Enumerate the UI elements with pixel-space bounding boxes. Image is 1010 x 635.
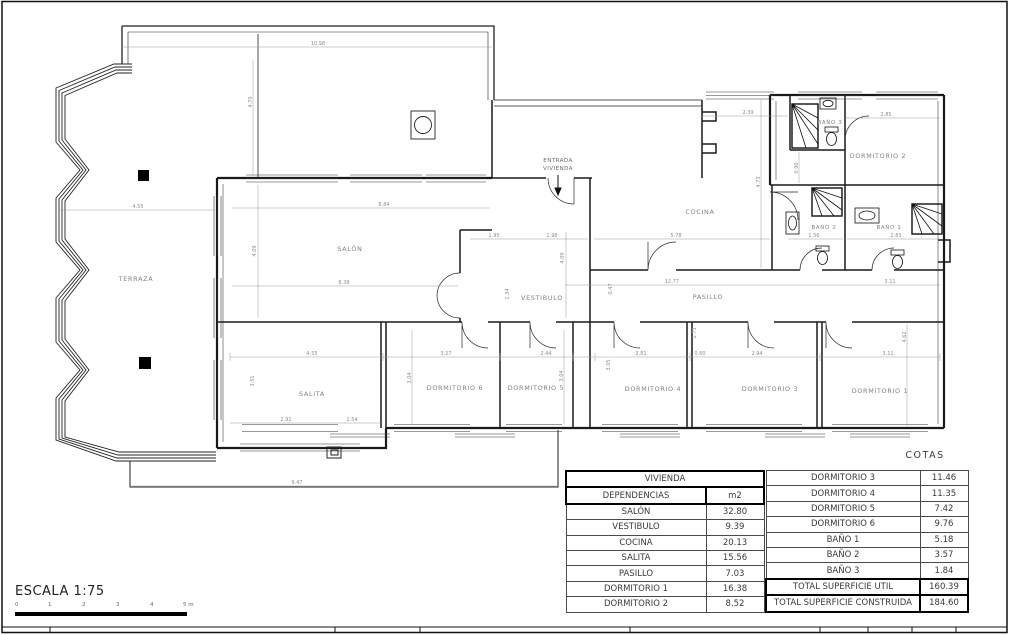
dim-label: 5.78	[670, 233, 682, 239]
area-table-left	[565, 470, 765, 613]
area-value-cell: 9.39	[706, 520, 764, 535]
room-label-dormitorio6: DORMITORIO 6	[426, 384, 484, 392]
dim-label: 2.91	[280, 417, 292, 423]
room-name-cell: DORMITORIO 5	[766, 501, 920, 516]
table-row	[566, 535, 764, 550]
dim-label: 9.47	[291, 480, 303, 486]
dim-label: 8.38	[338, 280, 350, 286]
entrance-label-line1: ENTRADA	[543, 158, 573, 164]
room-name-cell: BAÑO 2	[766, 547, 920, 562]
outer-walls	[217, 95, 944, 448]
room-label-bano2: BAÑO 2	[811, 225, 837, 231]
dim-label: 3.51	[250, 375, 256, 387]
room-name-cell: SALÓN	[566, 504, 706, 520]
table-row	[566, 566, 764, 581]
room-label-salita: SALITA	[299, 390, 325, 398]
dim-label: 1.54	[346, 417, 358, 423]
table-row	[766, 486, 968, 501]
room-label-bano1: BAÑO 1	[876, 225, 902, 231]
dim-label: 4.55	[306, 351, 318, 357]
room-label-dormitorio3: DORMITORIO 3	[741, 385, 799, 393]
dim-label: 4.62	[902, 331, 908, 343]
room-name-cell: PASILLO	[566, 566, 706, 581]
dim-label: 2.85	[880, 112, 892, 118]
dim-label: 10.98	[310, 41, 326, 47]
dim-label: 3.11	[882, 351, 894, 357]
area-summary-table	[565, 470, 969, 613]
area-value-cell: 7.03	[706, 566, 764, 581]
scale-tick: 0	[15, 602, 19, 608]
total-util-row	[766, 579, 968, 595]
dim-label: 0.47	[608, 283, 614, 295]
area-value-cell: 7.42	[920, 501, 968, 516]
table-row	[566, 597, 764, 612]
room-name-cell: DORMITORIO 3	[766, 471, 920, 486]
total-label-cell: TOTAL SUPERFICIE UTIL	[766, 579, 920, 595]
dim-label: 1.98	[546, 233, 558, 239]
dim-label: 4.09	[560, 252, 566, 264]
interior-walls	[217, 95, 950, 428]
dim-label: 1.56	[808, 233, 820, 239]
room-name-cell: BAÑO 3	[766, 563, 920, 579]
scale-bar	[15, 612, 187, 616]
scale-tick: 1	[48, 602, 52, 608]
bathroom-fixtures	[786, 98, 942, 269]
dim-label: 3.11	[884, 279, 896, 285]
scale-ticks	[15, 602, 215, 611]
room-label-dormitorio4: DORMITORIO 4	[624, 385, 682, 393]
entrance-label-line2: VIVIENDA	[543, 166, 573, 172]
room-label-dormitorio1: DORMITORIO 1	[851, 387, 909, 395]
dim-label: 4.70	[248, 96, 254, 108]
dim-label: 2.44	[540, 351, 552, 357]
room-name-cell: COCINA	[566, 535, 706, 550]
total-value-cell: 184.60	[920, 595, 968, 611]
area-value-cell: 1.84	[920, 563, 968, 579]
scale-tick: 2	[82, 602, 86, 608]
area-value-cell: 5.18	[920, 532, 968, 547]
patio-outline	[130, 430, 558, 487]
room-label-bano3: BAÑO 3	[817, 120, 843, 126]
dim-label: 3.05	[606, 359, 612, 371]
area-value-cell: 15.56	[706, 550, 764, 565]
area-table-right	[765, 470, 969, 613]
dim-label: 1.73	[692, 327, 698, 339]
terrace-columns	[138, 170, 151, 369]
scale-tick: 3	[116, 602, 120, 608]
dim-label: 1.95	[488, 233, 500, 239]
table-row	[766, 501, 968, 516]
room-label-salon: SALÓN	[337, 245, 363, 253]
scale-label: ESCALA 1:75	[15, 584, 105, 599]
dim-label: 3.27	[440, 351, 452, 357]
room-name-cell: SALITA	[566, 550, 706, 565]
dim-label: 2.39	[742, 110, 754, 116]
room-label-pasillo: PASILLO	[692, 293, 724, 301]
total-label-cell: TOTAL SUPERFICIE CONSTRUIDA	[766, 595, 920, 611]
dim-label: 2.94	[751, 351, 763, 357]
room-name-cell: VESTIBULO	[566, 520, 706, 535]
scale-indicator	[15, 584, 215, 616]
area-value-cell: 8.52	[706, 597, 764, 612]
room-label-dormitorio5: DORMITORIO 5	[507, 384, 565, 392]
dim-label: 12.77	[664, 279, 680, 285]
room-label-cocina: COCINA	[685, 208, 715, 216]
table-row	[766, 547, 968, 562]
dim-label: 3.04	[559, 370, 565, 382]
table-header-m2: m2	[706, 487, 764, 503]
dim-label: 4.55	[132, 204, 144, 210]
dim-label: 4.09	[252, 245, 258, 257]
table-row	[766, 517, 968, 532]
room-name-cell: DORMITORIO 1	[566, 581, 706, 596]
dim-label: 0.60	[694, 351, 706, 357]
room-name-cell: DORMITORIO 6	[766, 517, 920, 532]
room-label-vestibulo: VESTIBULO	[521, 294, 563, 302]
room-name-cell: BAÑO 1	[766, 532, 920, 547]
dim-label: 2.81	[635, 351, 647, 357]
table-row	[566, 504, 764, 520]
area-value-cell: 9.76	[920, 517, 968, 532]
table-row	[766, 471, 968, 486]
dim-label: 4.73	[756, 176, 762, 188]
table-header-dependencias: DEPENDENCIAS	[566, 487, 706, 503]
room-label-dormitorio2: DORMITORIO 2	[849, 152, 907, 160]
room-name-cell: DORMITORIO 4	[766, 486, 920, 501]
area-value-cell: 11.46	[920, 471, 968, 486]
terrace-edge	[56, 64, 216, 461]
room-label-terraza: TERRAZA	[118, 275, 154, 283]
scale-tick: 5 m	[183, 602, 194, 608]
table-row	[766, 563, 968, 579]
area-value-cell: 32.80	[706, 504, 764, 520]
scale-tick: 4	[150, 602, 154, 608]
total-construida-row	[766, 595, 968, 611]
area-value-cell: 3.57	[920, 547, 968, 562]
table-title-vivienda: VIVIENDA	[566, 471, 764, 487]
door-arcs	[437, 116, 894, 348]
top-block	[122, 26, 702, 178]
dim-label: 0.90	[794, 162, 800, 174]
room-name-cell: DORMITORIO 2	[566, 597, 706, 612]
table-row	[566, 520, 764, 535]
total-value-cell: 160.39	[920, 579, 968, 595]
area-value-cell: 20.13	[706, 535, 764, 550]
cotas-label: COTAS	[905, 450, 945, 461]
dim-label: 8.84	[378, 202, 390, 208]
area-value-cell: 16.38	[706, 581, 764, 596]
table-row	[566, 550, 764, 565]
outer-walls-inner-line	[223, 101, 938, 442]
table-row	[766, 532, 968, 547]
room-labels	[118, 119, 945, 461]
dim-label: 3.04	[407, 372, 413, 384]
table-row	[566, 581, 764, 596]
area-value-cell: 11.35	[920, 486, 968, 501]
entrance-arrow-icon	[555, 175, 561, 195]
dim-label: 2.83	[890, 233, 902, 239]
dim-label: 1.34	[505, 288, 511, 300]
